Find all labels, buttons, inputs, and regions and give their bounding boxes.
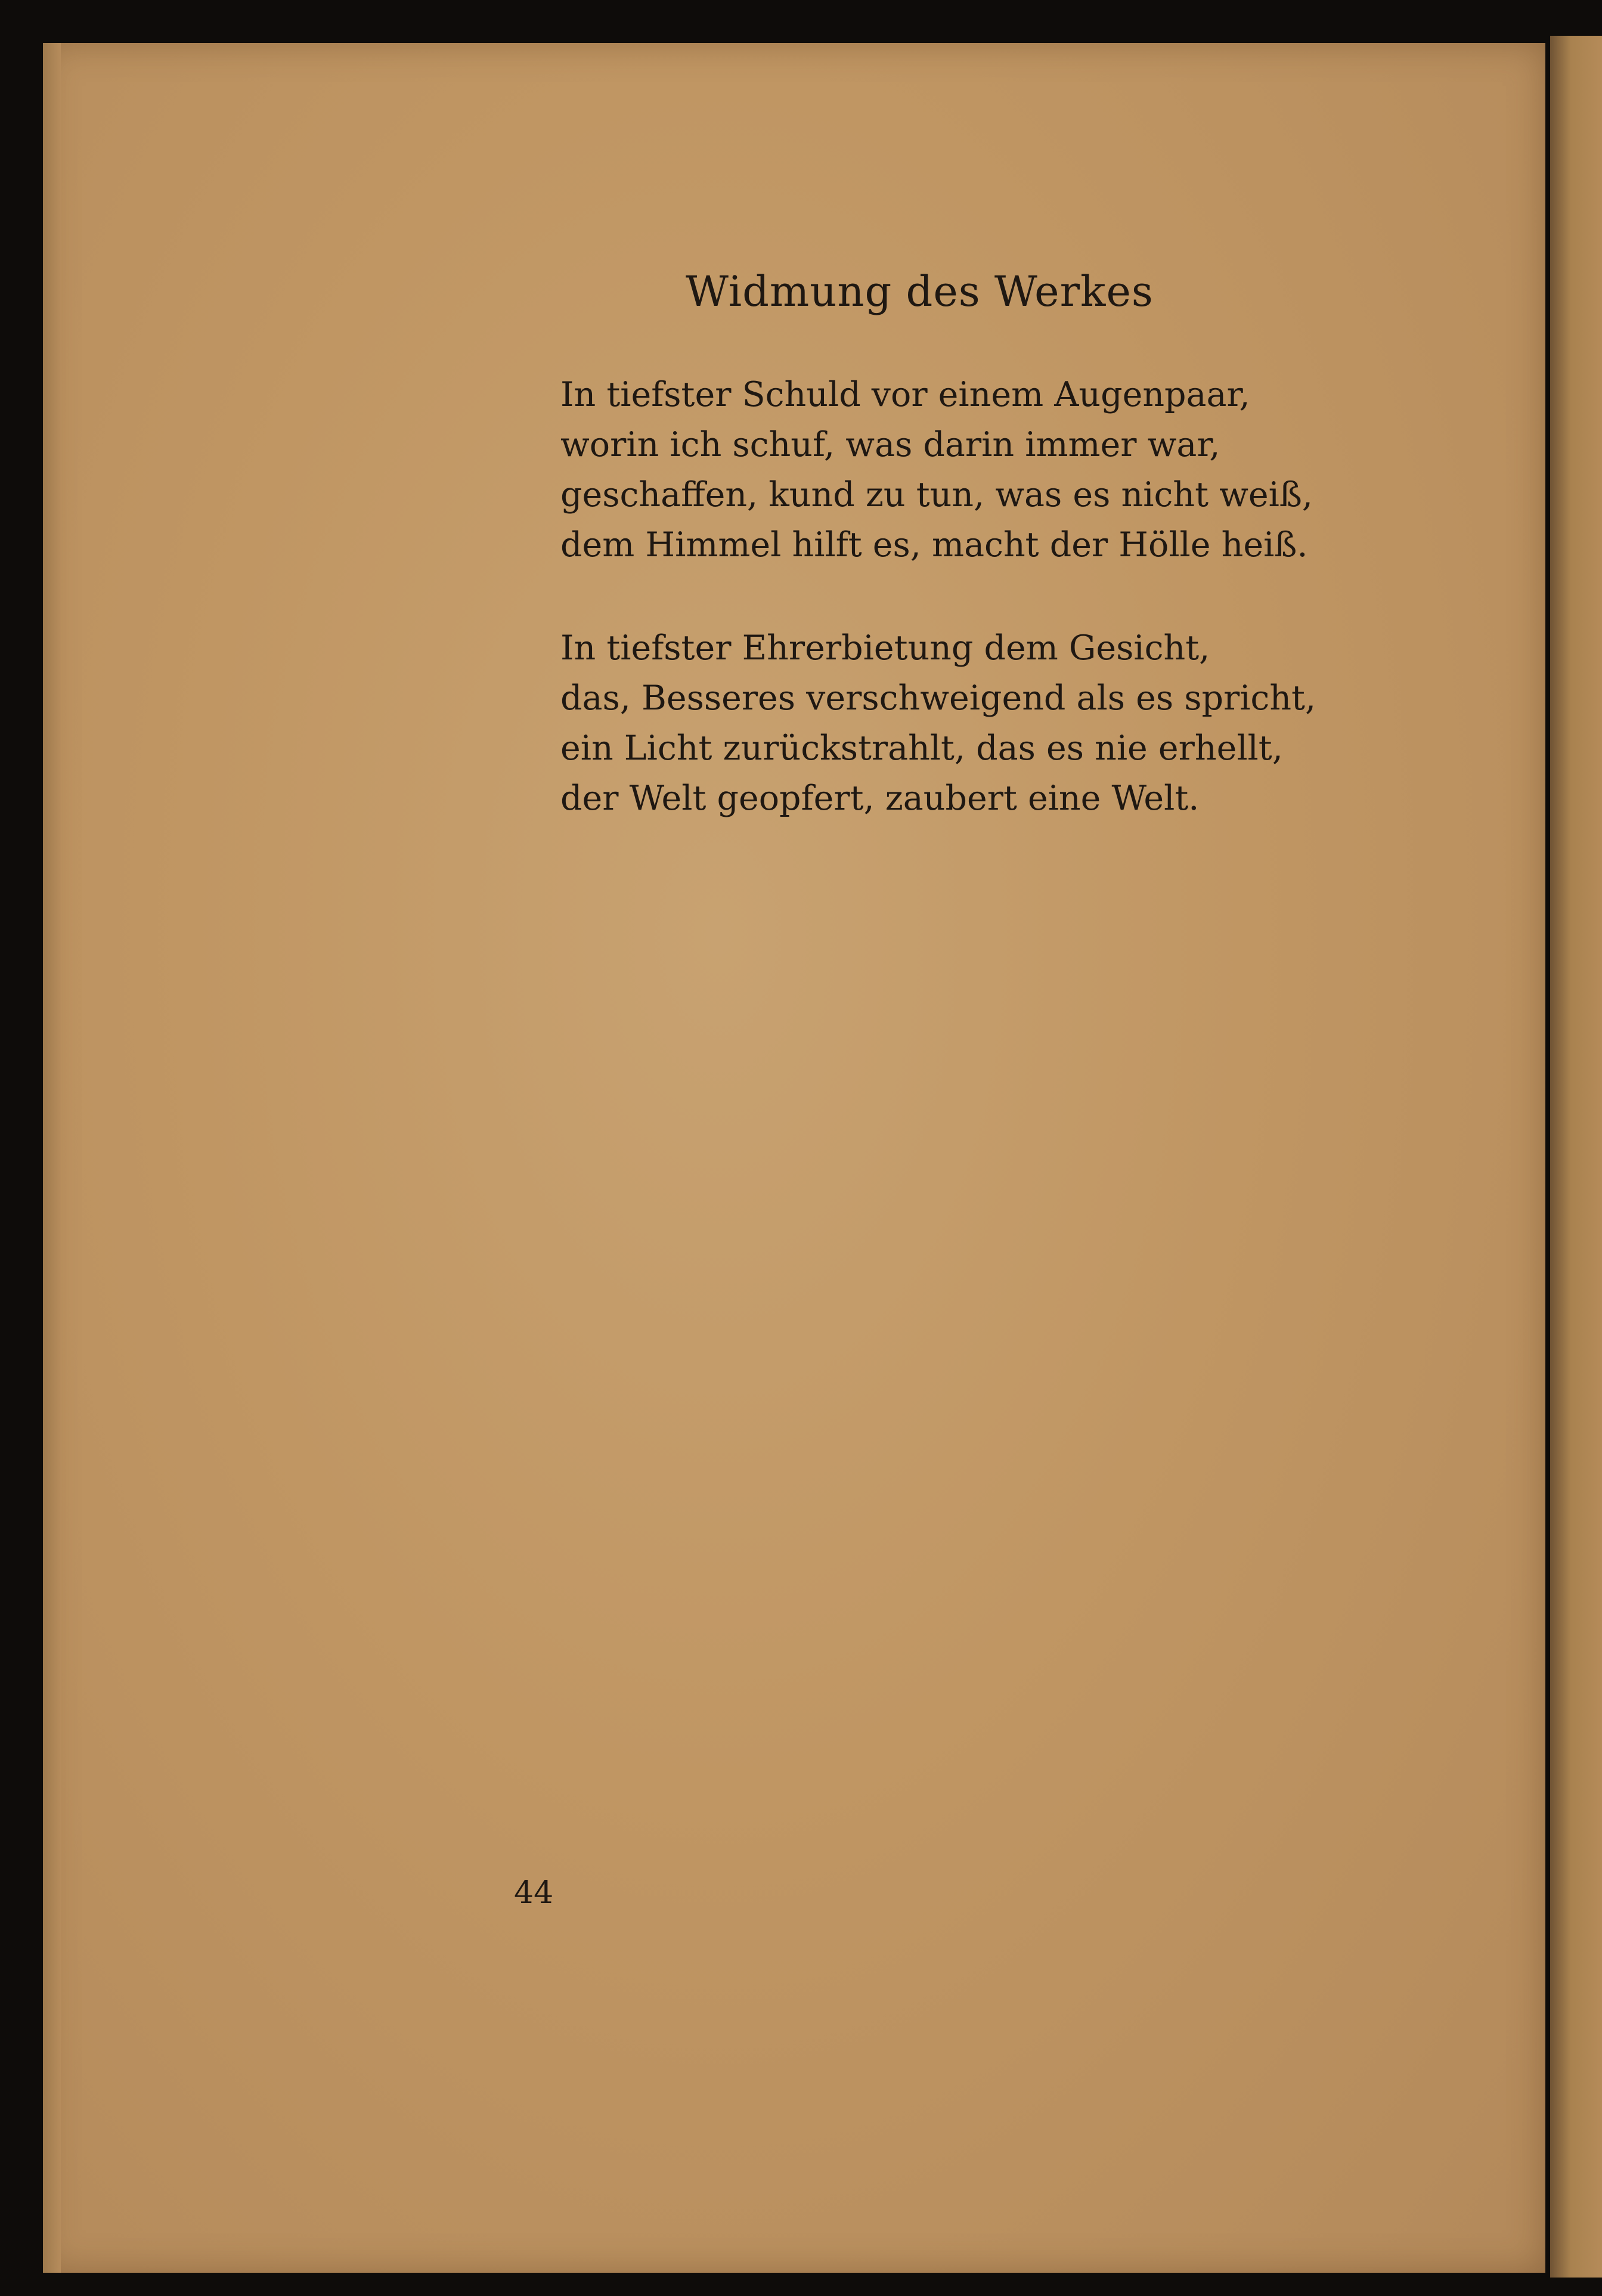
stanza-line: das, Besseres verschweigend als es spricht, — [560, 678, 1316, 718]
stanza-line: worin ich schuf, was darin immer war, — [560, 425, 1220, 464]
stanza-line: dem Himmel hilft es, macht der Hölle heiß. — [560, 525, 1308, 565]
stanza-line: In tiefster Ehrerbietung dem Gesicht, — [560, 628, 1210, 668]
stanza-2 — [560, 623, 1316, 823]
page-left-edge — [43, 43, 61, 2273]
stanza-line: In tiefster Schuld vor einem Augenpaar, — [560, 375, 1250, 414]
stanza-line: geschaffen, kund zu tun, was es nicht weiß, — [560, 475, 1313, 515]
stanza-1 — [560, 370, 1313, 570]
page-number: 44 — [514, 1875, 554, 1911]
stanza-line: der Welt geopfert, zaubert eine Welt. — [560, 779, 1200, 818]
poem-title: Widmung des Werkes — [686, 267, 1154, 316]
adjacent-page-edge — [1550, 36, 1602, 2278]
stanza-line: ein Licht zurückstrahlt, das es nie erhellt, — [560, 729, 1283, 768]
